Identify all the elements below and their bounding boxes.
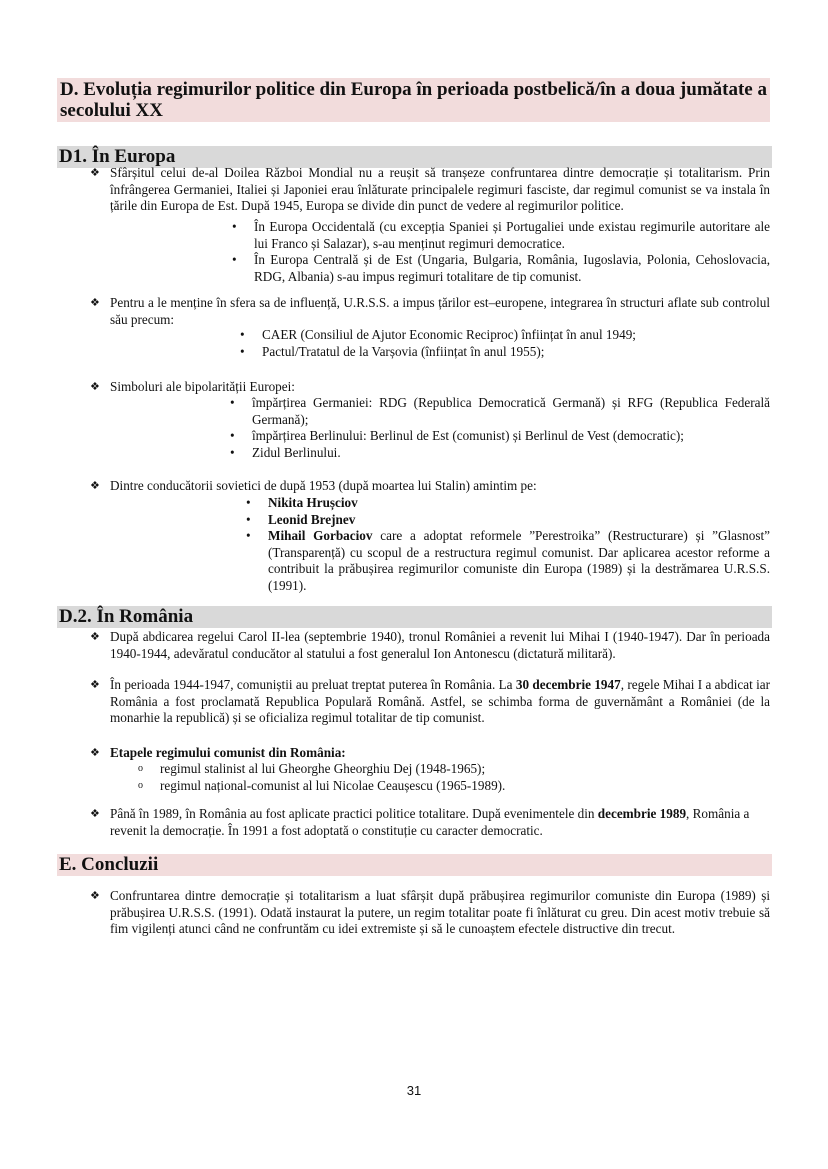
diamond-bullet-icon: ❖	[90, 480, 100, 492]
d1-heading: D1. În Europa	[57, 146, 772, 168]
bullet-icon: •	[246, 528, 251, 544]
list-item	[240, 343, 770, 361]
paragraph	[90, 295, 770, 328]
list	[240, 327, 770, 360]
paragraph-heading: Etapele regimului comunist din România:	[110, 745, 346, 760]
diamond-bullet-icon: ❖	[90, 381, 100, 393]
bullet-icon: •	[240, 327, 245, 342]
paragraph	[90, 806, 770, 839]
diamond-bullet-icon: ❖	[90, 890, 100, 902]
list-item	[230, 428, 770, 445]
paragraph-text: , regele Mihai I a abdicat iar România a fost proclamată Republica Populară Română. Astfel, se schimba forma de guvernământ a României (de la monarhie la republică) și se oficializa regimul totalitar de tip comunist.	[110, 677, 770, 726]
paragraph	[90, 629, 770, 662]
paragraph-text: Sfârșitul celui de-al Doilea Război Mondial nu a reușit să tranșeze confruntarea dintre democrație și totalitarism. Prin înfrângerea Germaniei, Italiei și Japoniei erau înlăturate principalele regimuri fasciste, dar regimul comunist se va instala în țările din Europa de Est. După 1945, Europa se divide din punct de vedere al regimurilor politice.	[110, 165, 770, 214]
list	[246, 495, 770, 595]
paragraph-text: Pentru a le menține în sfera sa de influență, U.R.S.S. a impus țărilor est–europene, integrarea în structuri aflate sub controlul său precum:	[110, 295, 770, 327]
list-item-text: regimul stalinist al lui Gheorghe Gheorghiu Dej (1948-1965);	[160, 761, 486, 776]
leader-name: Mihail Gorbaciov	[268, 528, 373, 544]
list-item	[240, 327, 770, 344]
list-item	[138, 777, 770, 795]
paragraph-text: Simboluri ale bipolarității Europei:	[110, 379, 295, 394]
list-item-text: regimul național-comunist al lui Nicolae Ceaușescu (1965-1989).	[160, 777, 506, 793]
bullet-icon: •	[232, 219, 237, 234]
paragraph-text: Confruntarea dintre democrație și totalitarism a luat sfârșit după prăbușirea regimurilor comuniste din Europa (1989) și prăbușirea U.R.S.S. (1991). Odată instaurat la putere, un regim totalitar poate fi înlăturat cu greu. Din acest motiv trebuie să fim vigilenți atunci când ne confruntăm cu idei extremiste și să le cunoaștem efectele distructive din trecut.	[110, 888, 770, 937]
leader-name: Leonid Brejnev	[268, 511, 356, 527]
e-heading: E. Concluzii	[57, 854, 772, 876]
list-item-text: Zidul Berlinului.	[252, 444, 341, 460]
diamond-bullet-icon: ❖	[90, 631, 100, 643]
paragraph	[90, 478, 770, 495]
d2-heading: D.2. În România	[57, 606, 772, 628]
date-bold: decembrie 1989	[597, 806, 687, 821]
date-bold: 30 decembrie 1947	[515, 677, 621, 692]
circle-bullet-icon: o	[138, 763, 143, 774]
paragraph	[90, 677, 770, 727]
diamond-bullet-icon: ❖	[90, 167, 100, 179]
diamond-bullet-icon: ❖	[90, 747, 100, 759]
bullet-icon: •	[246, 511, 251, 527]
list-item	[232, 219, 770, 252]
list-item-text: În Europa Occidentală (cu excepția Spaniei și Portugaliei unde existau regimurile autoritare ale lui Franco și Salazar), s-au menținut regimuri democratice.	[254, 219, 770, 251]
circle-bullet-icon: o	[138, 779, 143, 791]
bullet-icon: •	[230, 395, 235, 410]
bullet-icon: •	[230, 444, 235, 460]
paragraph-text: Până în 1989, în România au fost aplicate practici politice totalitare. După evenimentele din	[110, 806, 598, 821]
paragraph	[90, 888, 770, 938]
diamond-bullet-icon: ❖	[90, 808, 100, 820]
section-d-heading: D. Evoluția regimurilor politice din Europa în perioada postbelică/în a doua jumătate a secolului XX	[57, 78, 770, 122]
page-number: 31	[406, 1083, 422, 1098]
paragraph	[90, 745, 770, 762]
list	[230, 395, 770, 461]
paragraph-text: Dintre conducătorii sovietici de după 1953 (după moartea lui Stalin) amintim pe:	[110, 478, 537, 493]
list-item	[230, 395, 770, 428]
list-item-text: Pactul/Tratatul de la Varșovia (înființat în anul 1955);	[262, 343, 545, 359]
diamond-bullet-icon: ❖	[90, 679, 100, 691]
bullet-icon: •	[240, 343, 245, 359]
bullet-icon: •	[232, 252, 237, 268]
list	[138, 761, 770, 794]
paragraph	[90, 379, 770, 396]
bullet-icon: •	[230, 428, 235, 444]
list	[232, 219, 770, 285]
list-item	[138, 761, 770, 778]
list-item	[230, 444, 770, 462]
list-item-text: CAER (Consiliul de Ajutor Economic Reciproc) înființat în anul 1949;	[262, 327, 636, 342]
list-item	[232, 252, 770, 285]
paragraph-text: În perioada 1944-1947, comuniștii au preluat treptat puterea în România. La	[110, 677, 516, 692]
bullet-icon: •	[246, 495, 251, 510]
list-item	[246, 528, 770, 594]
diamond-bullet-icon: ❖	[90, 297, 100, 309]
list-item	[246, 495, 770, 512]
list-item-text: împărțirea Germaniei: RDG (Republica Democratică Germană) și RFG (Republica Federală Germană);	[252, 395, 770, 427]
list-item-text: împărțirea Berlinului: Berlinul de Est (comunist) și Berlinul de Vest (democratic);	[252, 428, 684, 444]
paragraph-text: După abdicarea regelui Carol II-lea (septembrie 1940), tronul României a revenit lui Mihai I (1940-1947). Dar în perioada 1940-1944, adevăratul conducător al statului a fost generalul Ion Antonescu (dictatură militară).	[110, 629, 770, 661]
paragraph-text: , România a revenit la democrație. În 1991 a fost adoptată o constituție cu caracter democratic.	[110, 806, 750, 838]
list-item-text: În Europa Centrală și de Est (Ungaria, Bulgaria, România, Iugoslavia, Polonia, Cehoslovacia, RDG, Albania) s-au impus regimuri totalitare de tip comunist.	[254, 252, 770, 284]
leader-name: Nikita Hrușciov	[268, 495, 358, 510]
list-item-text: care a adoptat reformele ”Perestroika” (Restructurare) și ”Glasnost” (Transparență) cu scopul de a restructura regimul comunist. Dar aplicarea acestor reforme a contribuit la prăbușirea regimurilor comuniste din Europa (1989) și la destrămarea U.R.S.S. (1991).	[268, 528, 770, 593]
list-item	[246, 511, 770, 529]
paragraph	[90, 165, 770, 215]
